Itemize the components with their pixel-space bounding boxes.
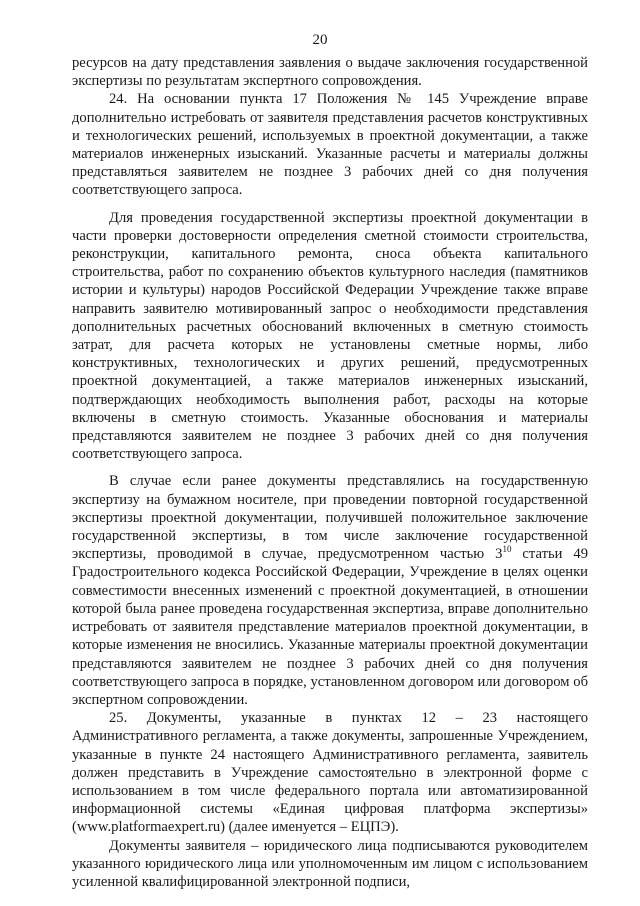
paragraph-repeat-expertise bbox=[72, 472, 588, 709]
paragraph-estimate-check: Для проведения государственной экспертизы проектной документации в части проверки достоверности определения сметной стоимости строительства, реконструкции, капитального ремонта, сноса объекта капитального строительства, работ по сохранению объектов культурного наследия (памятников истории и культуры) народов Российской Федерации Учреждение также вправе направить заявителю мотивированный запрос о необходимости представления дополнительных расчетных обоснований включенных в сметную стоимость затрат, для расчета которых не установлены сметные нормы, либо конструктивных, технологических и других решений, предусмотренных проектной документацией, а также материалов инженерных изысканий, подтверждающих необходимость выполнения работ, расходы на которые включены в сметную стоимость. Указанные обоснования и материалы представляются заявителем не позднее 3 рабочих дней со дня получения соответствующего запроса. bbox=[72, 209, 588, 463]
superscript-reference: 10 bbox=[502, 544, 512, 555]
page-number: 20 bbox=[312, 32, 328, 48]
paragraph-continuation: ресурсов на дату представления заявления о выдаче заключения государственной экспертизы по результатам экспертного сопровождения. bbox=[72, 55, 588, 90]
paragraph-signature-rules: Документы заявителя – юридического лица подписываются руководителем указанного юридического лица или уполномоченным им лицом с использованием усиленной квалифицированной электронной подписи, bbox=[72, 837, 588, 890]
paragraph-text-part: статьи 49 Градостроительного кодекса Российской Федерации, Учреждение в целях оценки совместимости внесенных изменений с проектной документацией, в отношении которой была ранее проведена государственная экспертиза, вправе дополнительно истребовать от заявителя представление материалов проектной документации, в которые изменения не вносились. Указанные материалы проектной документации представляются заявителем не позднее 3 рабочих дней со дня получения соответствующего запроса в порядке, установленном договором или договором об экспертном сопровождении. bbox=[72, 546, 588, 708]
paragraph-text-part: В случае если ранее документы представлялись на государственную экспертизу на бумажном носителе, при проведении повторной государственной экспертизы проектной документации, получившей положительное заключение государственной экспертизы, в том числе заключение государственной экспертизы, проводимой в случае, предусмотренном частью 3 bbox=[72, 473, 588, 563]
paragraph-item-24: 24. На основании пункта 17 Положения № 145 Учреждение вправе дополнительно истребовать от заявителя представления расчетов конструктивных и технологических решений, используемых в проектной документации, а также материалов инженерных изысканий. Указанные расчеты и материалы должны представляться заявителем не позднее 3 рабочих дней со дня получения соответствующего запроса. bbox=[72, 91, 588, 199]
document-body bbox=[72, 54, 588, 891]
paragraph-item-25: 25. Документы, указанные в пунктах 12 – 23 настоящего Административного регламента, а также документы, запрошенные Учреждением, указанные в пункте 24 настоящего Административного регламента, заявитель должен представить в Учреждение самостоятельно в электронной форме с использованием в том числе федерального портала или автоматизированной информационной системы «Единая цифровая платформа экспертизы» (www.platformaexpert.ru) (далее именуется – ЕЦПЭ). bbox=[72, 710, 588, 836]
